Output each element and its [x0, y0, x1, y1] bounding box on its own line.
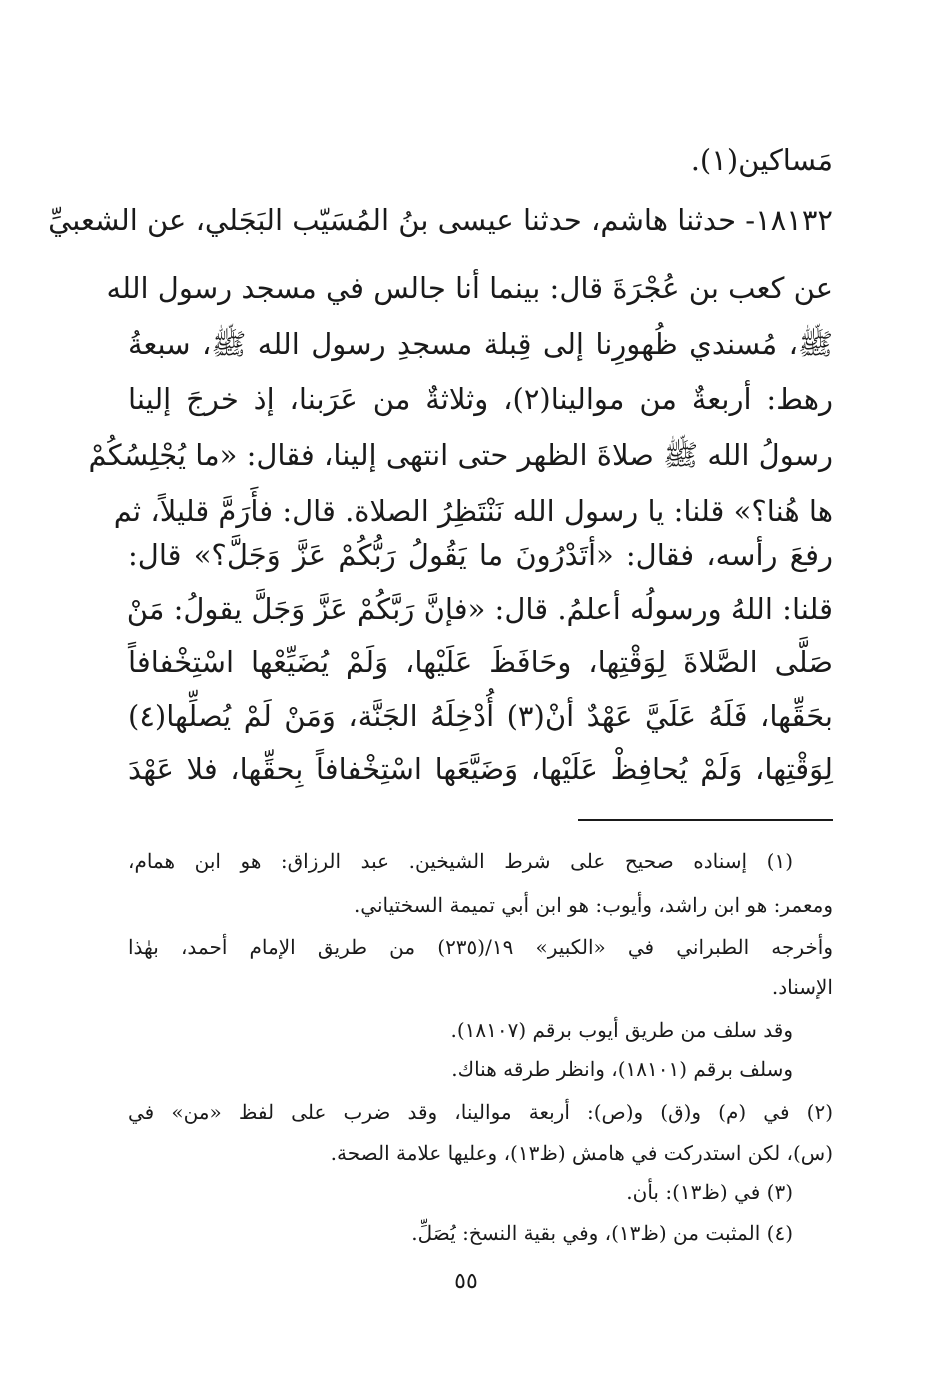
- footnote-line: ومعمر: هو ابن راشد، وأيوب: هو ابن أبي تميمة السختياني.: [353, 893, 833, 917]
- footnote-line: وأخرجه الطبراني في «الكبير» ١٩/(٢٣٥) من طريق الإمام أحمد، بهٰذا: [128, 935, 833, 959]
- footnote-line: (س)، لكن استدركت في هامش (ظ١٣)، وعليها علامة الصحة.: [330, 1141, 833, 1165]
- body-line: صَلَّى الصَّلاةَ لِوَقْتِها، وحَافَظَ عَلَيْها، وَلَمْ يُضَيِّعْها اسْتِخْفافاً: [128, 645, 833, 679]
- body-line: ١٨١٣٢- حدثنا هاشم، حدثنا عيسى بنُ المُسَيّب البَجَلي، عن الشعبيِّ: [48, 203, 833, 237]
- body-line: عن كعب بن عُجْرَةَ قال: بينما أنا جالس في مسجد رسول الله: [106, 271, 833, 305]
- body-line: ها هُنا؟» قلنا: يا رسول الله نَنْتَظِرُ الصلاة. قال: فأَرَمَّ قليلاً، ثم: [113, 494, 833, 528]
- footnote-line: (٢) في (م) و(ق) و(ص): أربعة موالينا، وقد ضرب على لفظ «من» في: [128, 1100, 833, 1124]
- footnote-line: وسلف برقم (١٨١٠١)، وانظر طرقه هناك.: [451, 1057, 793, 1081]
- footnote-line: (١) إسناده صحيح على شرط الشيخين. عبد الرزاق: هو ابن همام،: [128, 849, 793, 873]
- body-line: رفعَ رأسه، فقال: «أتَدْرُونَ ما يَقُولُ رَبُّكُمْ عَزَّ وَجَلَّ؟» قال:: [128, 538, 833, 572]
- page-number: ٥٥: [454, 1269, 478, 1294]
- footnote-line: وقد سلف من طريق أيوب برقم (١٨١٠٧).: [450, 1018, 793, 1042]
- body-line: رهط: أربعةٌ من موالينا(٢)، وثلاثةٌ من عَرَبنا، إذ خرجَ إلينا: [128, 382, 834, 416]
- footnote-line: الإسناد.: [771, 975, 833, 999]
- body-line: رسولُ الله ﷺ صلاةَ الظهر حتى انتهى إلينا، فقال: «ما يُجْلِسُكُمْ: [88, 438, 833, 472]
- body-line: بحَقِّها، فَلَهُ عَلَيَّ عَهْدٌ أنْ(٣) أُدْخِلَهُ الجَنَّة، وَمَنْ لَمْ يُصلِّها(٤): [128, 699, 834, 733]
- body-line: قلنا: اللهُ ورسولُه أعلمُ. قال: «فإنَّ رَبَّكُمْ عَزَّ وَجَلَّ يقولُ: مَنْ: [126, 592, 833, 626]
- footnote-separator: [578, 819, 833, 821]
- body-line: لِوَقْتِها، وَلَمْ يُحافِظْ عَلَيْها، وَضَيَّعَها اسْتِخْفافاً بِحقِّها، فلا عَهْدَ: [128, 752, 833, 786]
- footnote-line: (٣) في (ظ١٣): بأن.: [626, 1180, 793, 1204]
- body-line: مَساكين(١).: [690, 143, 833, 177]
- body-line: ﷺ، مُسندي ظُهورِنا إلى قِبلة مسجدِ رسول الله ﷺ، سبعةُ: [128, 327, 833, 361]
- footnote-line: (٤) المثبت من (ظ١٣)، وفي بقية النسخ: يُصَلِّ.: [411, 1221, 793, 1245]
